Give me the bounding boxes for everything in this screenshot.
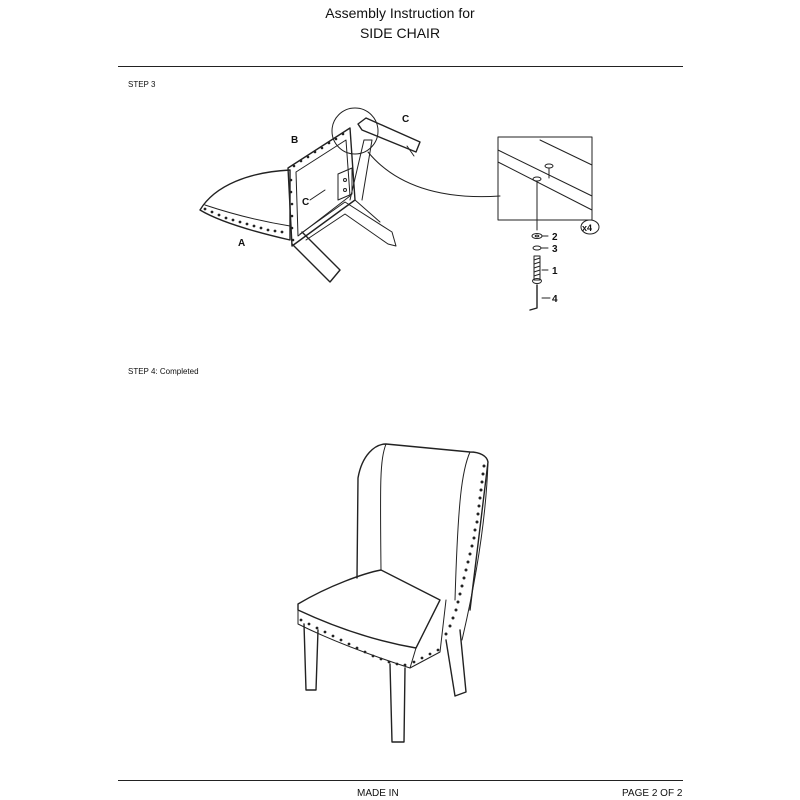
chair-leg-front-right (390, 664, 405, 742)
hardware-label-4: 4 (552, 294, 558, 305)
hardware-label-2: 2 (552, 232, 558, 243)
part-label-c-top: C (402, 114, 410, 125)
page-number: PAGE 2 OF 2 (622, 788, 683, 799)
step-4-label: STEP 4: Completed (128, 367, 199, 376)
step-3-label: STEP 3 (128, 80, 156, 89)
chair-leg-front-left (304, 624, 318, 690)
footer-divider (118, 780, 683, 781)
chair-seat (298, 570, 440, 648)
part-label-a: A (238, 238, 246, 249)
part-label-b: B (291, 135, 299, 146)
chair-back (357, 444, 488, 610)
title-line-1: Assembly Instruction for (325, 5, 475, 21)
title-line-2: SIDE CHAIR (359, 25, 441, 41)
chair-nailhead-trim (300, 465, 486, 667)
hardware-label-3: 3 (552, 244, 558, 255)
chair-leg-back (446, 630, 466, 696)
quantity-label: x4 (582, 223, 593, 233)
part-label-c-inner: C (302, 197, 310, 208)
hardware-label-1: 1 (552, 266, 558, 277)
made-in-label: MADE IN (357, 788, 399, 799)
